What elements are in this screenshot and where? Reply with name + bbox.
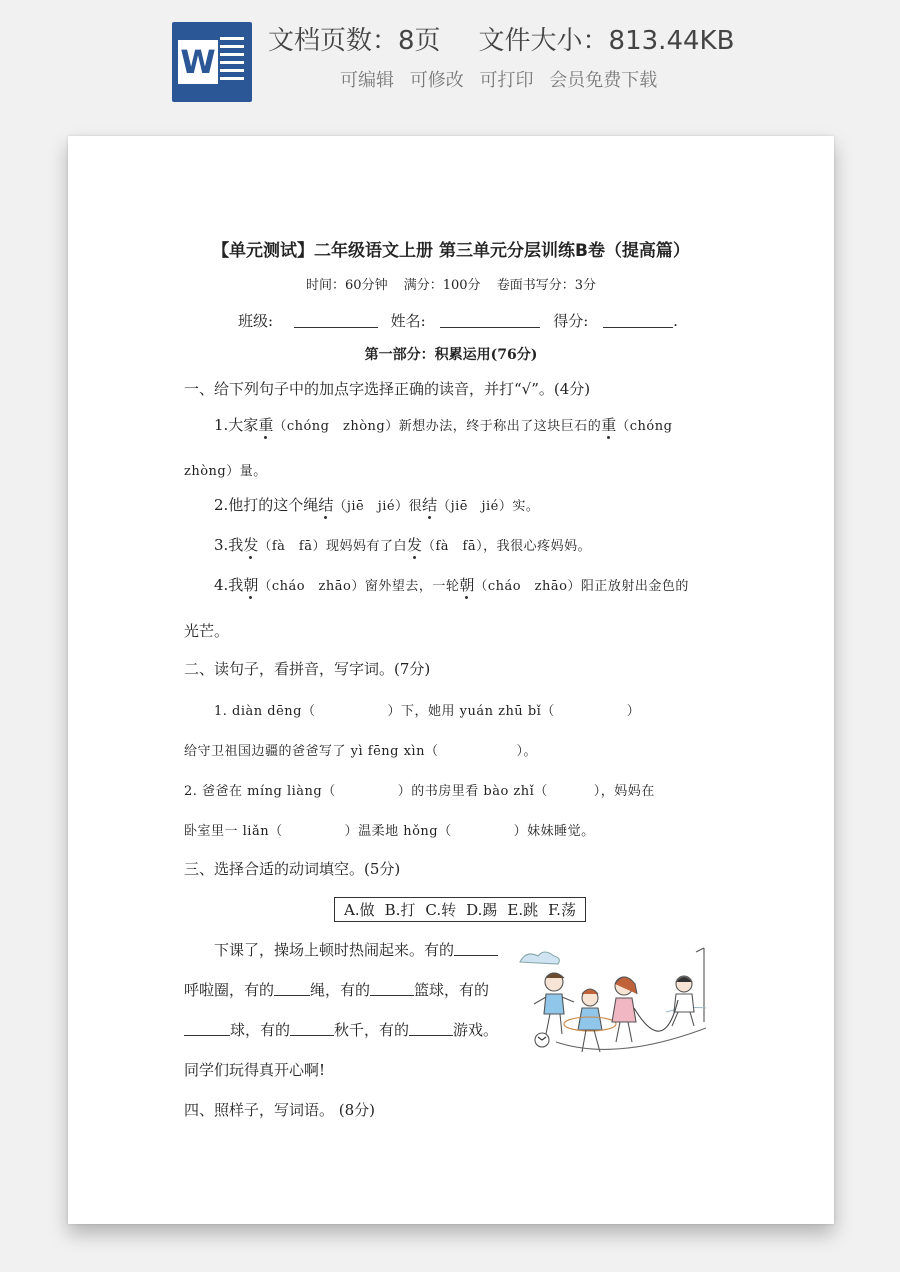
option-b: B.打 xyxy=(384,901,416,919)
feature-list xyxy=(340,66,667,92)
q1-sentence-2: 2.他打的这个绳结（jiē jié）很结（jiē jié）实。 xyxy=(214,496,540,514)
q2-line-1: 1. diàn dēng（ ）下，她用 yuán zhū bǐ（ ） xyxy=(214,704,641,719)
q1-sentence-3: 3.我发（fà fā）现妈妈有了白发（fà fā），我很心疼妈妈。 xyxy=(214,536,592,554)
file-size: 文件大小：813.44KB xyxy=(478,26,735,56)
q3-paragraph-line-3: 球，有的 秋千，有的 游戏。 xyxy=(184,1019,498,1040)
dotted-char: 结 xyxy=(422,496,438,514)
q1-sentence-1: 1.大家重（chóng zhòng）新想办法，终于称出了这块巨石的重（chóng xyxy=(214,416,673,434)
word-document-icon: W xyxy=(172,22,252,102)
feature-modifiable: 可修改 xyxy=(409,70,464,91)
dotted-char: 朝 xyxy=(459,576,475,594)
fill-blank[interactable] xyxy=(184,1021,230,1036)
q3-paragraph-line-1: 下课了，操场上顿时热闹起来。有的 xyxy=(214,939,498,960)
file-stats xyxy=(268,20,772,57)
document-info-banner xyxy=(0,0,900,120)
part-one-heading: 第一部分：积累运用(76分) xyxy=(364,347,538,363)
q2-heading: 二、读句子，看拼音，写字词。(7分) xyxy=(184,660,431,678)
class-blank[interactable] xyxy=(294,313,378,328)
q2-line-3: 2. 爸爸在 míng liàng（ ）的书房里看 bào zhǐ（ ），妈妈在 xyxy=(184,784,655,799)
exam-title: 【单元测试】二年级语文上册 第三单元分层训练B卷（提高篇） xyxy=(212,241,690,261)
q3-heading: 三、选择合适的动词填空。(5分) xyxy=(184,860,401,878)
dotted-char: 发 xyxy=(406,536,422,554)
option-e: E.跳 xyxy=(507,901,539,919)
option-d: D.踢 xyxy=(466,901,498,919)
option-f: F.荡 xyxy=(548,901,576,919)
feature-editable: 可编辑 xyxy=(340,70,394,91)
student-info-line: 班级: 姓名: 得分: . xyxy=(238,312,678,330)
verb-options-box xyxy=(334,897,586,922)
dotted-char: 结 xyxy=(318,496,334,514)
dotted-char: 重 xyxy=(258,416,274,434)
q3-paragraph-line-4: 同学们玩得真开心啊! xyxy=(184,1061,326,1079)
playground-illustration xyxy=(516,942,712,1072)
page-count: 文档页数：8页 xyxy=(268,26,441,56)
score-label: 得分: xyxy=(553,312,589,330)
dotted-char: 重 xyxy=(601,416,617,434)
feature-printable: 可打印 xyxy=(479,70,534,91)
name-label: 姓名: xyxy=(390,312,426,330)
q4-heading: 四、照样子，写词语。 (8分) xyxy=(184,1101,376,1119)
q3-paragraph-line-2: 呼啦圈，有的 绳，有的 篮球，有的 xyxy=(184,981,490,999)
dotted-char: 朝 xyxy=(243,576,259,594)
fill-blank[interactable] xyxy=(290,1021,334,1036)
q1-heading: 一、给下列句子中的加点字选择正确的读音，并打“√”。(4分) xyxy=(184,380,591,398)
name-blank[interactable] xyxy=(440,313,540,328)
feature-free-download: 会员免费下载 xyxy=(549,70,658,91)
exam-time: 时间：60分钟 xyxy=(306,278,388,293)
q1-sentence-4-cont: 光芒。 xyxy=(184,622,230,640)
q1-sentence-4: 4.我朝（cháo zhāo）窗外望去，一轮朝（cháo zhāo）阳正放射出金色的 xyxy=(214,576,689,594)
document-page xyxy=(68,136,834,1224)
fill-blank[interactable] xyxy=(409,1021,453,1036)
exam-writing-score: 卷面书写分：3分 xyxy=(496,278,596,293)
class-label: 班级: xyxy=(238,312,274,330)
fill-blank[interactable] xyxy=(454,941,498,956)
q2-line-2: 给守卫祖国边疆的爸爸写了 yì fēng xìn（ ）。 xyxy=(184,744,537,759)
option-a: A.做 xyxy=(344,901,375,919)
q2-line-4: 卧室里一 liǎn（ ）温柔地 hǒng（ ）妹妹睡觉。 xyxy=(184,824,595,839)
q1-sentence-1-cont: zhòng）量。 xyxy=(184,464,267,479)
dotted-char: 发 xyxy=(243,536,259,554)
fill-blank[interactable] xyxy=(274,981,310,996)
exam-full-score: 满分：100分 xyxy=(403,278,481,293)
option-c: C.转 xyxy=(425,901,457,919)
fill-blank[interactable] xyxy=(370,981,414,996)
exam-meta xyxy=(68,274,834,293)
score-blank[interactable] xyxy=(603,313,673,328)
